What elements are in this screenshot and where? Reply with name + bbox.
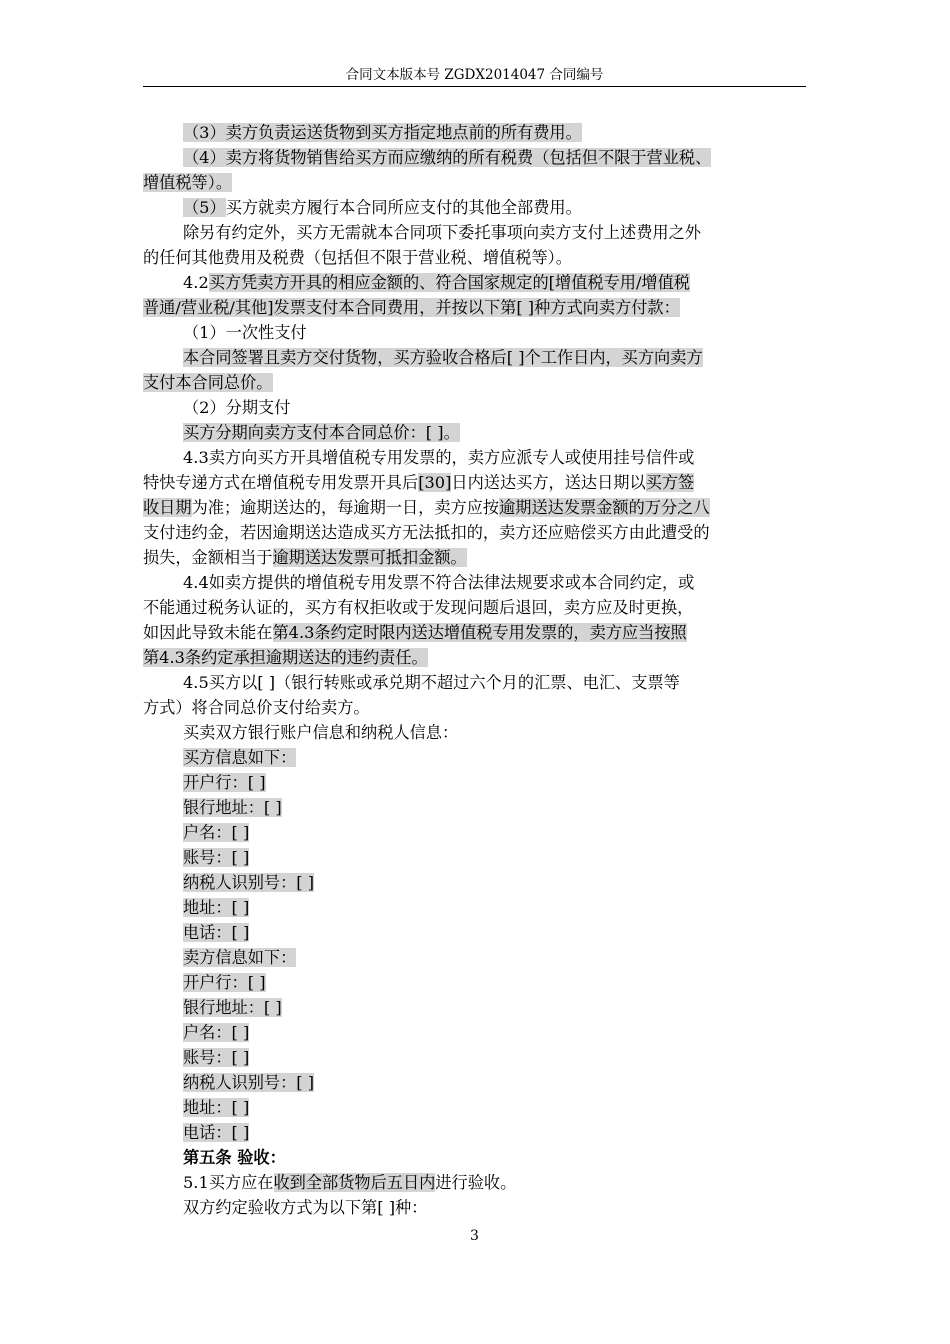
highlight-text: 买方信息如下： (183, 748, 297, 767)
clause-line: 4.5买方以[ ]（银行转账或承兑期不超过六个月的汇票、电汇、支票等 (183, 673, 680, 692)
clause-line (143, 495, 806, 520)
highlight-text: 银行地址：[ ] (183, 998, 282, 1017)
highlight-text: 第4.3条约定承担逾期送达的违约责任。 (143, 648, 428, 667)
clause-line (143, 370, 806, 395)
text: 如因此导致未能在 (143, 623, 273, 642)
text: 5.1买方应在 (183, 1173, 274, 1192)
highlight-text: 账号：[ ] (183, 848, 250, 867)
text: 进行验收。 (435, 1173, 517, 1192)
clause-line (143, 545, 806, 570)
clause-line (143, 195, 806, 220)
highlight-text: 开户行：[ ] (183, 973, 266, 992)
highlight-text: 买方凭卖方开具的相应金额的、符合国家规定的[增值税专用/增值税 (208, 273, 690, 292)
clause-line (143, 620, 806, 645)
buyer-account-name-field (143, 820, 806, 845)
article-5-heading: 第五条 验收： (183, 1148, 286, 1167)
clause-line: 方式）将合同总价支付给卖方。 (143, 698, 370, 717)
buyer-address-field (143, 895, 806, 920)
highlight-text: （5） (183, 198, 226, 217)
page-number: 3 (470, 1228, 479, 1244)
highlight-text: 逾期送达发票金额的万分之八 (499, 498, 710, 517)
highlight-text: 户名：[ ] (183, 823, 250, 842)
highlight-text: 户名：[ ] (183, 1023, 250, 1042)
clause-line: （2）分期支付 (183, 398, 291, 417)
seller-account-number-field (143, 1045, 806, 1070)
buyer-info-title (143, 745, 806, 770)
highlight-text: 电话：[ ] (183, 1123, 250, 1142)
highlight-text: 增值税等）。 (143, 173, 233, 192)
clause-line: 4.4如卖方提供的增值税专用发票不符合法律法规要求或本合同约定，或 (183, 573, 695, 592)
highlight-text: 银行地址：[ ] (183, 798, 282, 817)
clause-line (143, 1170, 806, 1195)
clause-line (143, 345, 806, 370)
highlight-text: 纳税人识别号：[ ] (183, 1073, 315, 1092)
text: 日内送达买方，送达日期以 (451, 473, 646, 492)
document-body (143, 120, 806, 1220)
clause-line: 买卖双方银行账户信息和纳税人信息： (183, 723, 459, 742)
highlight-text: [30] (418, 473, 452, 492)
buyer-phone-field (143, 920, 806, 945)
highlight-text: 卖方信息如下： (183, 948, 297, 967)
clause-line: （1）一次性支付 (183, 323, 307, 342)
highlight-text: 第4.3条约定时限内送达增值税专用发票的，卖方应当按照 (272, 623, 687, 642)
highlight-text: （3）卖方负责运送货物到买方指定地点前的所有费用。 (183, 123, 582, 142)
seller-account-name-field (143, 1020, 806, 1045)
highlight-text: 本合同签署且卖方交付货物，买方验收合格后[ ]个工作日内，买方向卖方 (183, 348, 703, 367)
clause-line (143, 170, 806, 195)
highlight-text: 普通/营业税/其他]发票支付本合同费用，并按以下第[ ]种方式向卖方付款： (143, 298, 680, 317)
highlight-text: 纳税人识别号：[ ] (183, 873, 315, 892)
page-header: 合同文本版本号 ZGDX2014047 合同编号 (143, 66, 806, 87)
seller-address-field (143, 1095, 806, 1120)
clause-line (143, 145, 806, 170)
text: 4.2 (183, 273, 209, 292)
clause-line (143, 120, 806, 145)
highlight-text: 开户行：[ ] (183, 773, 266, 792)
text: 特快专递方式在增值税专用发票开具后 (143, 473, 419, 492)
highlight-text: 买方分期向卖方支付本合同总价：[ ]。 (183, 423, 460, 442)
text: 损失，金额相当于 (143, 548, 273, 567)
highlight-text: 买方签 (645, 473, 695, 492)
highlight-text: （4）卖方将货物销售给买方而应缴纳的所有税费（包括但不限于营业税、 (183, 148, 712, 167)
seller-taxid-field (143, 1070, 806, 1095)
highlight-text: 收到全部货物后五日内 (273, 1173, 436, 1192)
text: 为准；逾期送达的，每逾期一日，卖方应按 (191, 498, 500, 517)
highlight-text: 逾期送达发票可抵扣金额。 (272, 548, 467, 567)
seller-bank-address-field (143, 995, 806, 1020)
clause-line: 支付违约金，若因逾期送达造成买方无法抵扣的，卖方还应赔偿买方由此遭受的 (143, 523, 710, 542)
highlight-text: 账号：[ ] (183, 1048, 250, 1067)
highlight-text: 电话：[ ] (183, 923, 250, 942)
buyer-taxid-field (143, 870, 806, 895)
clause-line: 的任何其他费用及税费（包括但不限于营业税、增值税等）。 (143, 248, 572, 267)
clause-line: 双方约定验收方式为以下第[ ]种： (183, 1198, 428, 1217)
highlight-text: 收日期 (143, 498, 192, 517)
seller-phone-field (143, 1120, 806, 1145)
clause-line (143, 645, 806, 670)
buyer-bank-address-field (143, 795, 806, 820)
buyer-account-number-field (143, 845, 806, 870)
seller-bank-field (143, 970, 806, 995)
highlight-text: 地址：[ ] (183, 898, 250, 917)
clause-line: 4.3卖方向买方开具增值税专用发票的，卖方应派专人或使用挂号信件或 (183, 448, 695, 467)
clause-line (143, 420, 806, 445)
clause-line (143, 470, 806, 495)
clause-line: 不能通过税务认证的，买方有权拒收或于发现问题后退回，卖方应及时更换， (143, 598, 694, 617)
highlight-text: 地址：[ ] (183, 1098, 250, 1117)
clause-line (143, 270, 806, 295)
buyer-bank-field (143, 770, 806, 795)
clause-line: 除另有约定外，买方无需就本合同项下委托事项向卖方支付上述费用之外 (183, 223, 701, 242)
clause-line (143, 295, 806, 320)
highlight-text: 支付本合同总价。 (143, 373, 273, 392)
seller-info-title (143, 945, 806, 970)
text: 买方就卖方履行本合同所应支付的其他全部费用。 (225, 198, 582, 217)
